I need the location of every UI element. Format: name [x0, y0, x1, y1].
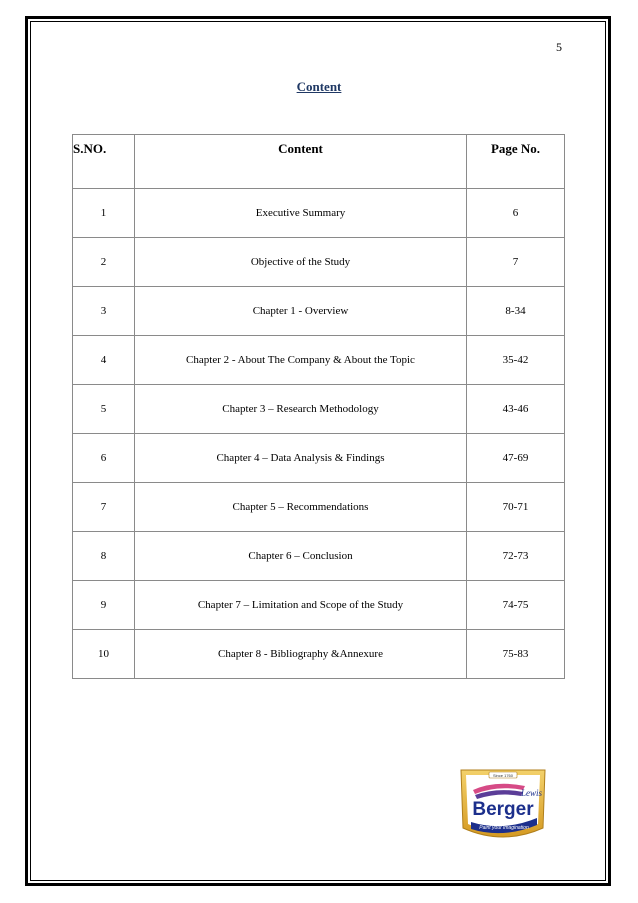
row-page: 8-34: [467, 287, 565, 336]
row-content: Chapter 6 – Conclusion: [135, 532, 467, 581]
table-row: [73, 581, 565, 630]
row-page: 6: [467, 189, 565, 238]
row-content: Chapter 4 – Data Analysis & Findings: [135, 434, 467, 483]
berger-logo: [455, 766, 551, 850]
row-sno: 9: [73, 581, 135, 630]
row-sno: 4: [73, 336, 135, 385]
row-sno: 2: [73, 238, 135, 287]
table-row: [73, 287, 565, 336]
row-page: 7: [467, 238, 565, 287]
table-header-row: [73, 135, 565, 189]
contents-table: [72, 134, 565, 679]
row-content: Chapter 3 – Research Methodology: [135, 385, 467, 434]
row-page: 70-71: [467, 483, 565, 532]
row-page: 75-83: [467, 630, 565, 679]
header-sno: S.NO.: [73, 135, 135, 189]
table-row: [73, 630, 565, 679]
table-row: [73, 483, 565, 532]
row-sno: 5: [73, 385, 135, 434]
row-content: Chapter 8 - Bibliography &Annexure: [135, 630, 467, 679]
table-row: [73, 434, 565, 483]
row-sno: 10: [73, 630, 135, 679]
row-sno: 6: [73, 434, 135, 483]
row-content: Chapter 5 – Recommendations: [135, 483, 467, 532]
page-number: 5: [556, 40, 562, 54]
row-sno: 8: [73, 532, 135, 581]
logo-tagline-text: Paint your imagination: [479, 825, 529, 831]
row-page: 74-75: [467, 581, 565, 630]
table-row: [73, 336, 565, 385]
row-page: 72-73: [467, 532, 565, 581]
logo-lewis-text: Lewis: [521, 788, 543, 798]
row-page: 35-42: [467, 336, 565, 385]
row-content: Chapter 7 – Limitation and Scope of the Study: [135, 581, 467, 630]
header-page-no: Page No.: [467, 135, 565, 189]
row-content: Objective of the Study: [135, 238, 467, 287]
table-row: [73, 532, 565, 581]
row-sno: 3: [73, 287, 135, 336]
table-row: [73, 385, 565, 434]
page-title: Content: [296, 79, 342, 94]
table-row: [73, 238, 565, 287]
row-content: Chapter 1 - Overview: [135, 287, 467, 336]
logo-brand-text: Berger: [472, 799, 534, 820]
header-content: Content: [135, 135, 467, 189]
row-content: Chapter 2 - About The Company & About the Topic: [135, 336, 467, 385]
row-content: Executive Summary: [135, 189, 467, 238]
page-title-wrapper: [0, 78, 638, 96]
table-row: [73, 189, 565, 238]
row-page: 47-69: [467, 434, 565, 483]
row-sno: 7: [73, 483, 135, 532]
logo-since-text: Since 1760: [492, 772, 514, 778]
row-page: 43-46: [467, 385, 565, 434]
row-sno: 1: [73, 189, 135, 238]
